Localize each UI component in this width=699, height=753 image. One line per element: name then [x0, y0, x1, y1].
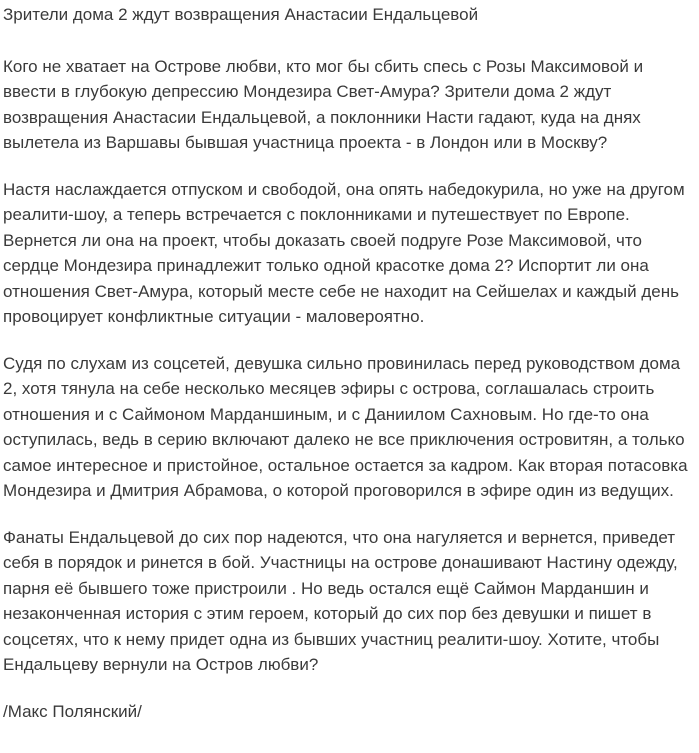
article-paragraph: Судя по слухам из соцсетей, девушка сильно провинилась перед руководством дома 2, хотя тянула на себе несколько месяцев эфиры с острова, соглашалась строить отношения и с Саймоном Марданшиным, и с Даниилом Сахновым. Но где-то она оступилась, ведь в серию включают далеко не все приключения островитян, а только самое интересное и пристойное, остальное остается за кадром. Как вторая потасовка Мондезира и Дмитрия Абрамова, о которой проговорился в эфире один из ведущих.: [3, 353, 688, 500]
page-title: Зрители дома 2 ждут возвращения Анастасии Ендальцевой: [3, 5, 479, 24]
article-paragraph: Настя наслаждается отпуском и свободой, она опять набедокурила, но уже на другом реалити-шоу, а теперь встречается с поклонниками и путешествует по Европе. Вернется ли она на проект, чтобы доказать своей подруге Розе Максимовой, что сердце Мондезира принадлежит только одной красотке дома 2? Испортит ли она отношения Свет-Амура, который месте себе не находит на Сейшелах и каждый день провоцирует конфликтные ситуации - маловероятно.: [3, 179, 685, 326]
article-paragraph: Кого не хватает на Острове любви, кто мог бы сбить спесь с Розы Максимовой и ввести в глубокую депрессию Мондезира Свет-Амура? Зрители дома 2 ждут возвращения Анастасии Ендальцевой, а поклонники Насти гадают, куда на днях вылетела из Варшавы бывшая участница проекта - в Лондон или в Москву?: [3, 56, 644, 152]
article-paragraph: Фанаты Ендальцевой до сих пор надеются, что она нагуляется и вернется, приведет себя в порядок и ринется в бой. Участницы на острове донашивают Настину одежду, парня её бывшего тоже пристроили . Но ведь остался ещё Саймон Марданшин и незаконченная история с этим героем, который до сих пор без девушки и пишет в соцсетях, что к нему придет одна из бывших участниц реалити-шоу. Хотите, чтобы Ендальцеву вернули на Остров любви?: [3, 527, 678, 674]
author-byline: /Макс Полянский/: [3, 701, 142, 721]
